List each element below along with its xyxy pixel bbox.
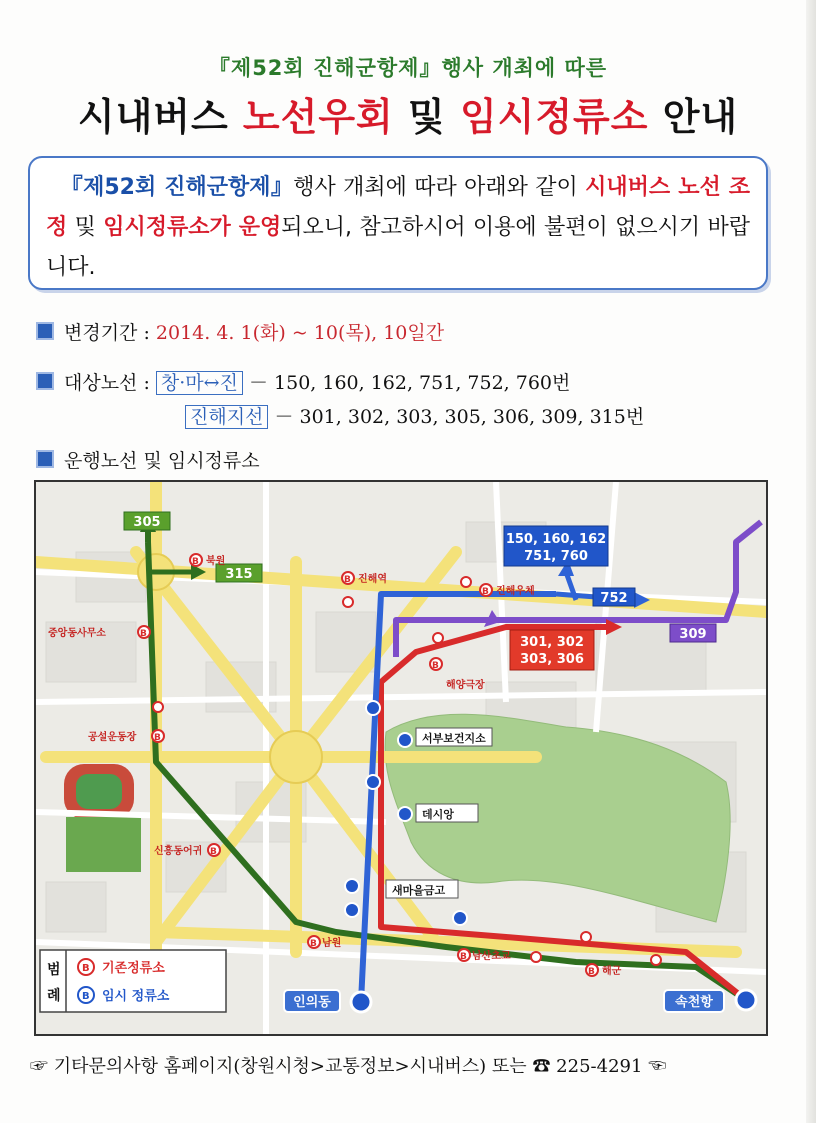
endpoint-sokcheonhang (664, 990, 756, 1012)
notice-text-3: 되오니, 참고하시어 이용에 불편이 없으시기 바랍니다. (46, 215, 750, 280)
map-legend (40, 950, 226, 1012)
svg-text:남산초교: 남산초교 (472, 951, 511, 962)
pointing-hand-icon: ☞ (30, 1056, 48, 1077)
svg-text:315: 315 (225, 567, 253, 582)
notice-highlight-2: 임시정류소가 운영 (103, 215, 282, 240)
map-section-label: 운행노선 및 임시정류소 (64, 450, 260, 472)
existing-stop (586, 964, 622, 977)
bullet-icon (36, 450, 54, 468)
svg-text:진해우체: 진해우체 (496, 586, 535, 597)
page-edge (806, 0, 816, 1123)
footer-contact (30, 1052, 790, 1078)
routes-row (36, 368, 570, 395)
svg-text:임시 정류소: 임시 정류소 (102, 989, 170, 1004)
svg-text:진해역: 진해역 (358, 574, 387, 585)
notice-box (28, 156, 768, 290)
period-row (36, 318, 444, 345)
svg-text:북원: 북원 (206, 556, 226, 567)
svg-text:B: B (588, 967, 595, 977)
svg-text:해양극장: 해양극장 (446, 680, 485, 691)
svg-text:309: 309 (679, 627, 707, 642)
page-subtitle: 『제52회 진해군항제』행사 개최에 따른 (208, 56, 608, 80)
svg-text:례: 례 (47, 988, 61, 1004)
telephone-icon: ☎ (532, 1056, 551, 1077)
svg-text:신흥동어귀: 신흥동어귀 (154, 846, 203, 857)
route-label-150-760 (504, 526, 608, 566)
svg-text:범: 범 (47, 962, 61, 978)
footer-phone: 225-4291 (556, 1056, 643, 1077)
svg-text:150, 160, 162: 150, 160, 162 (505, 532, 607, 547)
notice-paragraph (30, 158, 766, 288)
svg-text:공설운동장: 공설운동장 (88, 732, 137, 743)
routes-label: 대상노선 : (64, 372, 150, 394)
existing-stop (480, 584, 535, 597)
svg-text:B: B (82, 963, 90, 974)
footer-text: 기타문의사항 홈페이지(창원시청>교통정보>시내버스) 또는 (53, 1056, 527, 1077)
period-label: 변경기간 : (64, 322, 150, 344)
title-part-and: 및 (393, 95, 460, 139)
svg-text:중앙동사무소: 중앙동사무소 (48, 628, 106, 639)
svg-text:데시앙: 데시앙 (422, 808, 454, 821)
svg-text:305: 305 (133, 515, 161, 530)
route-map-svg (36, 482, 766, 1034)
svg-text:남원: 남원 (322, 938, 342, 949)
bullet-icon (36, 322, 54, 340)
title-part-notice: 안내 (648, 95, 739, 139)
existing-stop (342, 572, 387, 585)
period-value: 2014. 4. 1(화) ~ 10(목), 10일간 (155, 322, 445, 344)
svg-text:B: B (140, 629, 147, 639)
notice-highlight-1: 시내버스 노선 조정 (46, 175, 750, 240)
svg-text:B: B (210, 847, 217, 857)
svg-text:B: B (154, 733, 161, 743)
route-group-list: － 150, 160, 162, 751, 752, 760번 (248, 372, 571, 394)
route-label-301-306 (510, 630, 594, 670)
notice-text-1: 행사 개최에 따라 아래와 같이 (293, 175, 586, 200)
title-part-detour: 노선우회 (242, 95, 394, 139)
svg-text:B: B (344, 575, 351, 585)
svg-text:해군: 해군 (602, 966, 622, 977)
map-section-row (36, 446, 260, 473)
svg-text:303, 306: 303, 306 (520, 652, 584, 667)
svg-text:B: B (482, 587, 489, 597)
svg-text:인의동: 인의동 (293, 995, 331, 1010)
svg-text:751, 760: 751, 760 (524, 549, 588, 564)
svg-text:752: 752 (600, 591, 628, 606)
svg-text:B: B (192, 557, 199, 567)
route-group-tag: 진해지선 (185, 405, 268, 429)
route-group-list: － 301, 302, 303, 305, 306, 309, 315번 (274, 406, 645, 428)
existing-stop (190, 554, 225, 567)
route-label-305 (124, 512, 170, 530)
title-part-bus: 시내버스 (77, 95, 243, 139)
route-label-309 (670, 624, 716, 642)
route-label-752 (593, 588, 635, 606)
existing-stop (308, 936, 341, 949)
route-map (34, 480, 768, 1036)
title-part-temp-stop: 임시정류소 (459, 95, 649, 139)
svg-text:새마을금고: 새마을금고 (392, 884, 446, 897)
endpoint-inuidong (284, 990, 371, 1012)
festival-name: 『제52회 진해군항제』 (60, 175, 294, 200)
route-group-tag: 창·마↔진 (156, 371, 243, 395)
existing-stop (458, 949, 511, 962)
svg-text:B: B (310, 939, 317, 949)
svg-text:B: B (460, 952, 467, 962)
svg-text:B: B (432, 661, 439, 671)
existing-stop (154, 844, 220, 857)
svg-text:B: B (82, 991, 90, 1002)
svg-text:기존정류소: 기존정류소 (102, 961, 165, 976)
bullet-icon (36, 372, 54, 390)
routes-row-2 (185, 402, 644, 429)
notice-text-2: 및 (67, 215, 104, 240)
pointing-hand-icon: ☜ (648, 1056, 667, 1077)
svg-text:속천항: 속천항 (675, 995, 713, 1010)
svg-text:301, 302: 301, 302 (520, 635, 584, 650)
svg-text:서부보건지소: 서부보건지소 (422, 732, 486, 745)
page-title (0, 86, 816, 141)
